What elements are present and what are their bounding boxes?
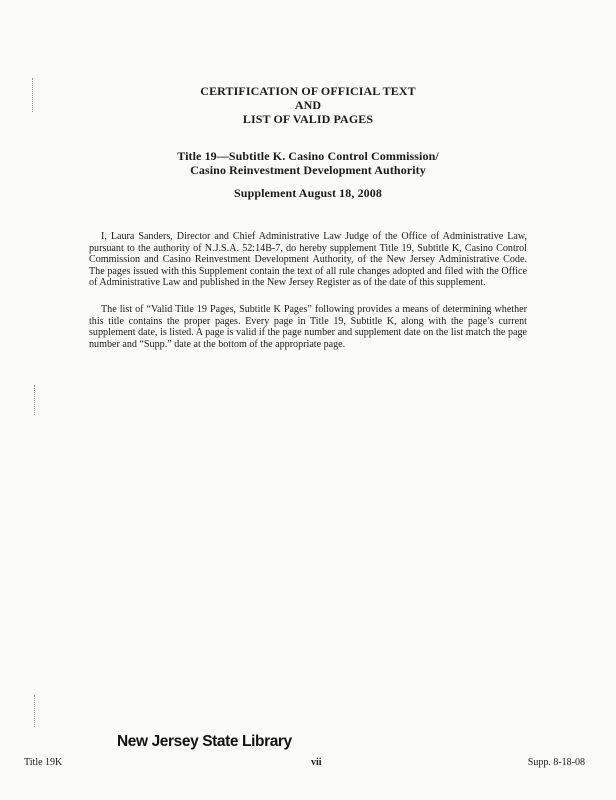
paragraph-text: I, Laura Sanders, Director and Chief Administrative Law Judge of the Office of Administrative Law, pursuant to the authority of N.J.S.A. 52:14B-7, do hereby supplement Title 19, Subtitle K, Casino Control Commission and Casino Reinvestment Development Authority, of the New Jersey Administrative Code. The pages issued with this Supplement contain the text of all rule changes adopted and filed with the Office of Administrative Law and published in the New Jersey Register as of the date of this supplement. [89,231,527,289]
footer-title: Title 19K [24,757,63,768]
scan-artifact [34,385,35,415]
library-stamp: New Jersey State Library [117,733,292,750]
subtitle-line-1: Title 19—Subtitle K. Casino Control Commission/ [177,149,439,163]
footer-page-number: vii [311,757,322,768]
subtitle-heading [0,149,616,177]
title-line-2: AND [294,98,322,112]
valid-pages-paragraph [89,304,527,350]
certification-paragraph [89,231,527,289]
supplement-date: Supplement August 18, 2008 [234,186,382,200]
footer-supplement: Supp. 8-18-08 [527,757,585,768]
scan-artifact [34,695,35,727]
paragraph-text: The list of “Valid Title 19 Pages, Subtitle K Pages” following provides a means of determining whether this title contains the proper pages. Every page in Title 19, Subtitle K, along with the page’s current supplement date, is listed. A page is valid if the page number and supplement date on the list match the page number and “Supp.” date at the bottom of the appropriate page. [89,304,527,350]
title-line-3: LIST OF VALID PAGES [242,112,374,126]
supplement-date-heading [0,186,616,200]
title-line-1: CERTIFICATION OF OFFICIAL TEXT [200,84,416,98]
certification-title [0,84,616,126]
subtitle-line-2: Casino Reinvestment Development Authority [190,163,426,177]
